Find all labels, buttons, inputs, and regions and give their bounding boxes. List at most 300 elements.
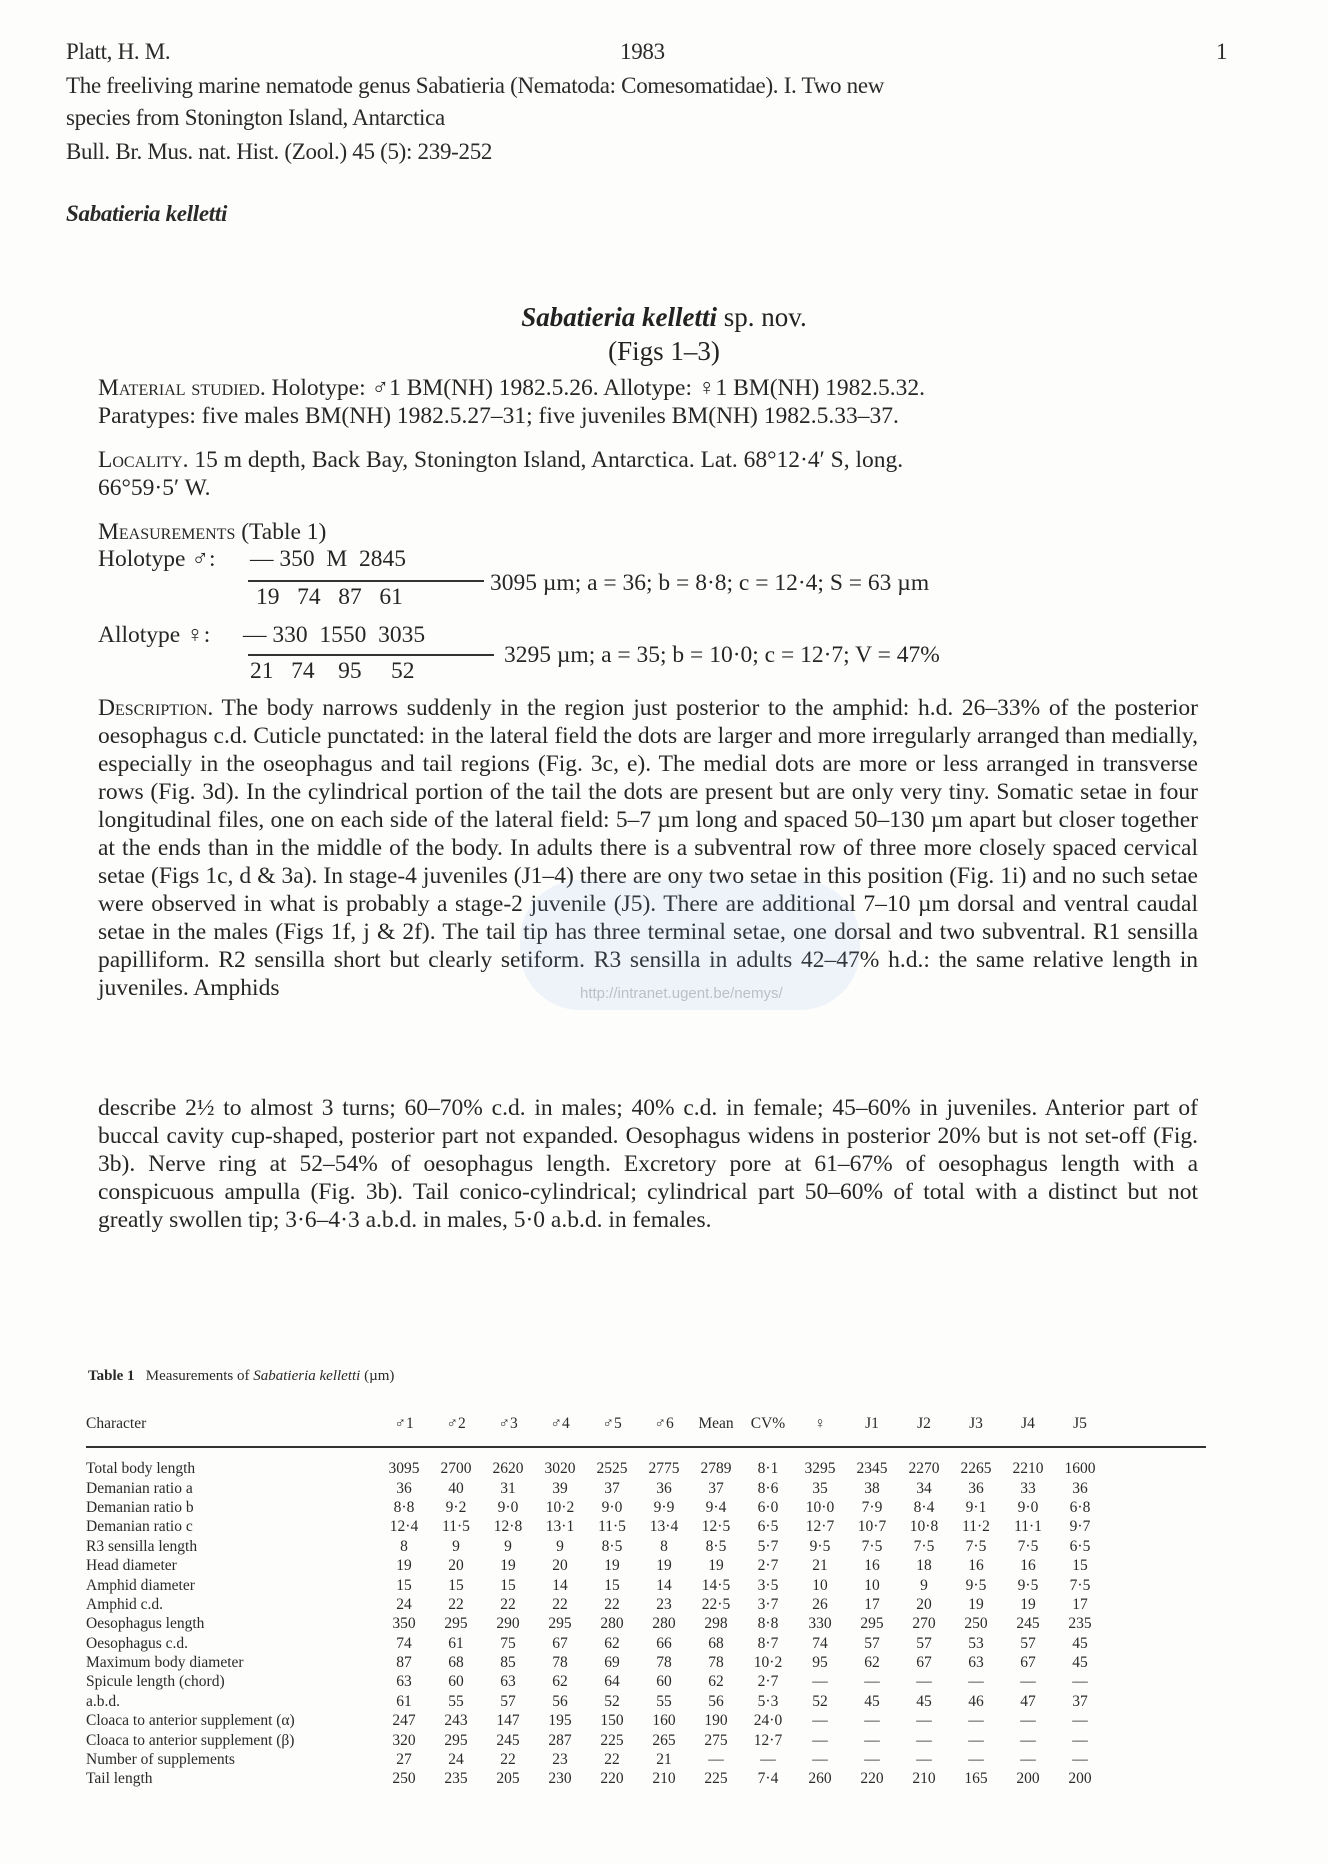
species-label: Sabatieria kelletti (66, 201, 228, 226)
table-cell: 10·7 (857, 1518, 887, 1536)
table-cell: 2265 (960, 1460, 992, 1478)
allotype-label: Allotype ♀: (98, 622, 211, 648)
species-suffix: sp. nov. (716, 302, 807, 332)
table-cell: 3·7 (757, 1595, 779, 1613)
table-cell: 150 (600, 1712, 624, 1730)
table-caption (88, 1368, 394, 1385)
measurements-table (86, 1415, 1106, 1789)
table-cell: 60 (448, 1673, 464, 1691)
table-cell: 45 (1072, 1654, 1088, 1672)
table-row (86, 1575, 1106, 1594)
table-cell: 265 (652, 1731, 676, 1749)
table-cell: 270 (912, 1615, 936, 1633)
table-caption-unit: (µm) (360, 1368, 395, 1384)
table-cell: 295 (444, 1615, 468, 1633)
table-cell: 16 (968, 1557, 984, 1575)
table-cell: 23 (552, 1751, 568, 1769)
table-cell: 6·0 (757, 1498, 779, 1516)
table-cell: 5·3 (757, 1692, 779, 1710)
table-caption-species: Sabatieria kelletti (253, 1368, 361, 1384)
species-heading (0, 302, 1328, 333)
table-cell: — (812, 1673, 828, 1691)
material-line1: Holotype: ♂1 BM(NH) 1982.5.26. Allotype: ♀1 BM(NH) 1982.5.32. (265, 375, 926, 401)
table-row (86, 1517, 1106, 1536)
table-cell: — (1020, 1712, 1036, 1730)
table-cell: 13·1 (545, 1518, 575, 1536)
col-header: ♂5 (602, 1415, 622, 1432)
table-cell: 22 (552, 1595, 568, 1613)
table-cell: 11·5 (442, 1518, 470, 1536)
measurements-label: Measurements (98, 519, 236, 545)
table-row (86, 1634, 1106, 1653)
row-label: Maximum body diameter (86, 1654, 244, 1672)
table-cell: 18 (916, 1557, 932, 1575)
table-cell: — (916, 1751, 932, 1769)
row-label: Demanian ratio c (86, 1518, 193, 1536)
table-cell: — (1020, 1731, 1036, 1749)
table-cell: 22 (500, 1595, 516, 1613)
table-row (86, 1769, 1106, 1788)
table-cell: 12·8 (493, 1518, 523, 1536)
table-row (86, 1730, 1106, 1749)
table-cell: 57 (1020, 1634, 1036, 1652)
col-header: Character (86, 1415, 147, 1432)
holotype-label: Holotype ♂: (98, 546, 216, 572)
table-cell: 9 (556, 1537, 564, 1555)
table-row (86, 1498, 1106, 1517)
table-cell: 220 (600, 1770, 624, 1788)
table-cell: 165 (964, 1770, 988, 1788)
page-number: 1 (1216, 39, 1228, 64)
table-cell: 78 (552, 1654, 568, 1672)
table-cell: 36 (968, 1479, 984, 1497)
table-cell: 6·8 (1069, 1498, 1091, 1516)
material-label: Material studied. (98, 375, 266, 401)
watermark-url: http://intranet.ugent.be/nemys/ (580, 985, 783, 1002)
table-cell: 12·5 (701, 1518, 731, 1536)
row-label: Tail length (86, 1770, 153, 1788)
table-cell: — (968, 1731, 984, 1749)
col-header: ♂3 (498, 1415, 518, 1432)
table-cell: 235 (1068, 1615, 1092, 1633)
allotype-denominator: 21 74 95 52 (250, 658, 415, 684)
table-cell: 69 (604, 1654, 620, 1672)
table-cell: 220 (860, 1770, 884, 1788)
holotype-denominator: 19 74 87 61 (256, 584, 403, 610)
table-cell: 9·5 (965, 1576, 987, 1594)
table-cell: 61 (448, 1634, 464, 1652)
table-cell: 160 (652, 1712, 676, 1730)
table-cell: 287 (548, 1731, 572, 1749)
table-cell: 147 (496, 1712, 520, 1730)
table-cell: 14 (656, 1576, 672, 1594)
material-line2: Paratypes: five males BM(NH) 1982.5.27–31; five juveniles BM(NH) 1982.5.33–37. (98, 403, 899, 429)
table-cell: 9·4 (705, 1498, 727, 1516)
table-cell: 67 (552, 1634, 568, 1652)
col-header: ♀ (814, 1415, 826, 1432)
row-label: Total body length (86, 1460, 196, 1478)
header-year: 1983 (620, 39, 665, 64)
row-label: a.b.d. (86, 1692, 121, 1710)
table-cell: 62 (708, 1673, 724, 1691)
table-cell: 22 (500, 1751, 516, 1769)
table-cell: 21 (656, 1751, 672, 1769)
table-cell: 19 (500, 1557, 516, 1575)
table-row (86, 1653, 1106, 1672)
col-header: CV% (750, 1415, 786, 1432)
table-cell: 56 (708, 1692, 724, 1710)
table-cell: 67 (1020, 1654, 1036, 1672)
table-cell: 23 (656, 1595, 672, 1613)
table-cell: 46 (968, 1692, 984, 1710)
table-cell: 15 (500, 1576, 516, 1594)
table-cell: 10 (812, 1576, 828, 1594)
col-header: ♂6 (654, 1415, 674, 1432)
table-cell: 55 (448, 1692, 464, 1710)
row-label: Cloaca to anterior supplement (β) (86, 1731, 295, 1749)
table-cell: — (968, 1673, 984, 1691)
allotype-fraction-bar (248, 654, 494, 656)
table-cell: — (864, 1751, 880, 1769)
measurements-heading (98, 518, 1198, 546)
table-cell: 40 (448, 1479, 464, 1497)
table-cell: 200 (1016, 1770, 1040, 1788)
holotype-fraction-bar (248, 580, 484, 582)
table-cell: 45 (864, 1692, 880, 1710)
table-cell: 15 (396, 1576, 412, 1594)
table-cell: — (1072, 1751, 1088, 1769)
table-cell: 62 (604, 1634, 620, 1652)
table-cell: 295 (444, 1731, 468, 1749)
table-cell: 290 (496, 1615, 520, 1633)
table-cell: 2525 (596, 1460, 628, 1478)
table-cell: 8·5 (601, 1537, 623, 1555)
table-cell: 37 (708, 1479, 724, 1497)
table-cell: 2775 (648, 1460, 680, 1478)
table-cell: 8·8 (393, 1498, 415, 1516)
table-cell: 64 (604, 1673, 620, 1691)
table-cell: 225 (600, 1731, 624, 1749)
table-cell: 9·0 (601, 1498, 623, 1516)
table-cell: 13·4 (649, 1518, 679, 1536)
table-cell: 15 (604, 1576, 620, 1594)
table-cell: 9·9 (653, 1498, 675, 1516)
row-label: Demanian ratio a (86, 1479, 193, 1497)
locality-label: Locality. (98, 447, 189, 473)
table-cell: — (864, 1731, 880, 1749)
row-label: Cloaca to anterior supplement (α) (86, 1712, 295, 1730)
table-cell: 205 (496, 1770, 520, 1788)
table-cell: 11·2 (962, 1518, 990, 1536)
table-cell: 2620 (492, 1460, 524, 1478)
table-caption-text: Measurements of (145, 1368, 254, 1384)
table-cell: 9 (920, 1576, 928, 1594)
table-cell: 1600 (1064, 1460, 1096, 1478)
table-cell: 75 (500, 1634, 516, 1652)
table-cell: — (812, 1731, 828, 1749)
table-cell: 250 (964, 1615, 988, 1633)
table-cell: 9·1 (965, 1498, 987, 1516)
table-cell: 7·5 (965, 1537, 987, 1555)
table-cell: 19 (1020, 1595, 1036, 1613)
col-header: ♂2 (446, 1415, 466, 1432)
table-cell: 45 (916, 1692, 932, 1710)
table-cell: 27 (396, 1751, 412, 1769)
table-cell: 20 (448, 1557, 464, 1575)
table-cell: 210 (912, 1770, 936, 1788)
row-label: R3 sensilla length (86, 1537, 198, 1555)
table-cell: 7·5 (1069, 1576, 1091, 1594)
table-cell: 38 (864, 1479, 880, 1497)
table-cell: 243 (444, 1712, 468, 1730)
table-cell: — (1072, 1673, 1088, 1691)
table-cell: 11·5 (598, 1518, 626, 1536)
table-cell: — (708, 1751, 724, 1769)
table-cell: 16 (1020, 1557, 1036, 1575)
table-cell: — (812, 1712, 828, 1730)
table-cell: 36 (656, 1479, 672, 1497)
table-cell: 8·6 (757, 1479, 779, 1497)
table-cell: 330 (808, 1615, 832, 1633)
table-cell: 9·5 (809, 1537, 831, 1555)
table-cell: 10·8 (909, 1518, 939, 1536)
table-cell: 36 (396, 1479, 412, 1497)
table-cell: 63 (968, 1654, 984, 1672)
table-cell: 57 (864, 1634, 880, 1652)
table-cell: 8·8 (757, 1615, 779, 1633)
holotype-numerator: — 350 M 2845 (250, 546, 407, 572)
table-cell: 12·7 (805, 1518, 835, 1536)
table-cell: 12·4 (389, 1518, 419, 1536)
table-cell: 37 (1072, 1692, 1088, 1710)
species-name: Sabatieria kelletti (521, 302, 717, 332)
table-cell: 7·4 (757, 1770, 779, 1788)
allotype-numerator: — 330 1550 3035 (243, 622, 426, 648)
locality (98, 446, 1198, 474)
table-cell: 52 (604, 1692, 620, 1710)
table-cell: 57 (500, 1692, 516, 1710)
col-header: ♂1 (394, 1415, 414, 1432)
table-cell: 45 (1072, 1634, 1088, 1652)
measurements-ref: (Table 1) (235, 519, 327, 545)
table-cell: 34 (916, 1479, 932, 1497)
allotype-summary: 3295 µm; a = 35; b = 10·0; c = 12·7; V = 47% (504, 642, 940, 668)
table-cell: 19 (396, 1557, 412, 1575)
table-cell: 7·5 (861, 1537, 883, 1555)
table-cell: 22·5 (701, 1595, 731, 1613)
table-cell: 14·5 (701, 1576, 731, 1594)
table-cell: 8 (400, 1537, 408, 1555)
table-cell: 37 (604, 1479, 620, 1497)
table-cell: 2700 (440, 1460, 472, 1478)
row-label: Demanian ratio b (86, 1498, 194, 1516)
table-cell: 2345 (856, 1460, 888, 1478)
table-cell: 24 (396, 1595, 412, 1613)
table-cell: 3020 (544, 1460, 576, 1478)
table-cell: 10·2 (545, 1498, 575, 1516)
row-label: Oesophagus c.d. (86, 1634, 189, 1652)
table-cell: — (864, 1712, 880, 1730)
table-cell: 63 (396, 1673, 412, 1691)
table-cell: 66 (656, 1634, 672, 1652)
table-cell: 52 (812, 1692, 828, 1710)
row-label: Head diameter (86, 1557, 177, 1575)
table-cell: 20 (552, 1557, 568, 1575)
table-cell: 19 (708, 1557, 724, 1575)
table-cell: 95 (812, 1654, 828, 1672)
table-cell: 3095 (388, 1460, 420, 1478)
row-label: Spicule length (chord) (86, 1673, 225, 1691)
col-header: Mean (698, 1415, 734, 1432)
row-label: Amphid diameter (86, 1576, 195, 1594)
table-cell: 7·5 (913, 1537, 935, 1555)
locality-line1: 15 m depth, Back Bay, Stonington Island, Antarctica. Lat. 68°12·4′ S, long. (188, 447, 904, 473)
table-cell: 26 (812, 1595, 828, 1613)
table-cell: — (1020, 1673, 1036, 1691)
table-row (86, 1451, 1106, 1478)
table-cell: 68 (708, 1634, 724, 1652)
table-cell: 9·2 (445, 1498, 467, 1516)
table-cell: 295 (548, 1615, 572, 1633)
table-row (86, 1750, 1106, 1769)
table-cell: 320 (392, 1731, 416, 1749)
table-cell: 17 (864, 1595, 880, 1613)
holotype-summary: 3095 µm; a = 36; b = 8·8; c = 12·4; S = 63 µm (490, 570, 930, 596)
col-header: J3 (969, 1415, 983, 1432)
table-cell: 9·0 (1017, 1498, 1039, 1516)
col-header: J2 (917, 1415, 931, 1432)
table-cell: 78 (708, 1654, 724, 1672)
table-cell: 31 (500, 1479, 516, 1497)
table-cell: 2·7 (757, 1557, 779, 1575)
table-cell: 19 (604, 1557, 620, 1575)
table-cell: 14 (552, 1576, 568, 1594)
table-cell: — (916, 1712, 932, 1730)
table-cell: 225 (704, 1770, 728, 1788)
table-cell: 53 (968, 1634, 984, 1652)
col-header: J1 (865, 1415, 879, 1432)
table-cell: 62 (552, 1673, 568, 1691)
table-body (86, 1451, 1106, 1789)
table-cell: 68 (448, 1654, 464, 1672)
table-cell: 190 (704, 1712, 728, 1730)
table-cell: 235 (444, 1770, 468, 1788)
table-cell: 9 (504, 1537, 512, 1555)
table-cell: — (1072, 1712, 1088, 1730)
table-cell: 78 (656, 1654, 672, 1672)
table-row (86, 1711, 1106, 1730)
table-row (86, 1556, 1106, 1575)
description-label: Description. (98, 695, 214, 721)
table-cell: 10 (864, 1576, 880, 1594)
table-cell: 7·5 (1017, 1537, 1039, 1555)
table-cell: 63 (500, 1673, 516, 1691)
table-cell: 2789 (700, 1460, 732, 1478)
table-header-rule (86, 1446, 1206, 1448)
table-row (86, 1537, 1106, 1556)
table-row (86, 1478, 1106, 1497)
table-cell: 11·1 (1014, 1518, 1042, 1536)
table-cell: 260 (808, 1770, 832, 1788)
table-cell: 280 (600, 1615, 624, 1633)
table-cell: 8·7 (757, 1634, 779, 1652)
table-cell: 24·0 (753, 1712, 783, 1730)
table-cell: 15 (448, 1576, 464, 1594)
table-cell: 47 (1020, 1692, 1036, 1710)
table-cell: 245 (496, 1731, 520, 1749)
material-studied (98, 374, 1198, 402)
table-cell: 230 (548, 1770, 572, 1788)
table-cell: 195 (548, 1712, 572, 1730)
table-cell: 19 (968, 1595, 984, 1613)
table-cell: 24 (448, 1751, 464, 1769)
table-cell: 21 (812, 1557, 828, 1575)
row-label: Number of supplements (86, 1751, 235, 1769)
figs-reference: (Figs 1–3) (608, 336, 720, 366)
table-cell: 7·9 (861, 1498, 883, 1516)
header-author: Platt, H. M. (66, 39, 171, 64)
table-cell: 5·7 (757, 1537, 779, 1555)
table-cell: — (968, 1751, 984, 1769)
table-cell: 39 (552, 1479, 568, 1497)
paper-title-line2: species from Stonington Island, Antarctica (66, 105, 445, 130)
table-cell: 280 (652, 1615, 676, 1633)
table-cell: 6·5 (757, 1518, 779, 1536)
table-cell: 56 (552, 1692, 568, 1710)
table-cell: 8·1 (757, 1460, 779, 1478)
col-header: J5 (1073, 1415, 1087, 1432)
table-cell: 8·5 (705, 1537, 727, 1555)
table-cell: — (1020, 1751, 1036, 1769)
table-cell: 74 (812, 1634, 828, 1652)
table-row (86, 1692, 1106, 1711)
table-cell: — (916, 1673, 932, 1691)
table-cell: 2270 (908, 1460, 940, 1478)
table-cell: 67 (916, 1654, 932, 1672)
table-cell: 295 (860, 1615, 884, 1633)
table-cell: 22 (604, 1751, 620, 1769)
table-cell: 2·7 (757, 1673, 779, 1691)
table-cell: 210 (652, 1770, 676, 1788)
table-cell: 9·7 (1069, 1518, 1091, 1536)
table-cell: 85 (500, 1654, 516, 1672)
table-cell: 6·5 (1069, 1537, 1091, 1555)
table-cell: 17 (1072, 1595, 1088, 1613)
table-cell: 62 (864, 1654, 880, 1672)
locality-line2: 66°59·5′ W. (98, 475, 211, 501)
table-cell: 22 (604, 1595, 620, 1613)
table-cell: 61 (396, 1692, 412, 1710)
table-cell: — (1072, 1731, 1088, 1749)
table-cell: 3·5 (757, 1576, 779, 1594)
table-cell: 60 (656, 1673, 672, 1691)
row-label: Oesophagus length (86, 1615, 205, 1633)
table-cell: 298 (704, 1615, 728, 1633)
table-caption-label: Table 1 (88, 1368, 135, 1384)
table-cell: 10·0 (805, 1498, 835, 1516)
table-cell: 15 (1072, 1557, 1088, 1575)
table-cell: 9·0 (497, 1498, 519, 1516)
table-cell: 2210 (1012, 1460, 1044, 1478)
table-cell: 350 (392, 1615, 416, 1633)
table-cell: 87 (396, 1654, 412, 1672)
table-cell: 275 (704, 1731, 728, 1749)
row-label: Amphid c.d. (86, 1595, 164, 1613)
table-cell: 8 (660, 1537, 668, 1555)
table-cell: 19 (656, 1557, 672, 1575)
table-cell: 55 (656, 1692, 672, 1710)
table-cell: 247 (392, 1712, 416, 1730)
